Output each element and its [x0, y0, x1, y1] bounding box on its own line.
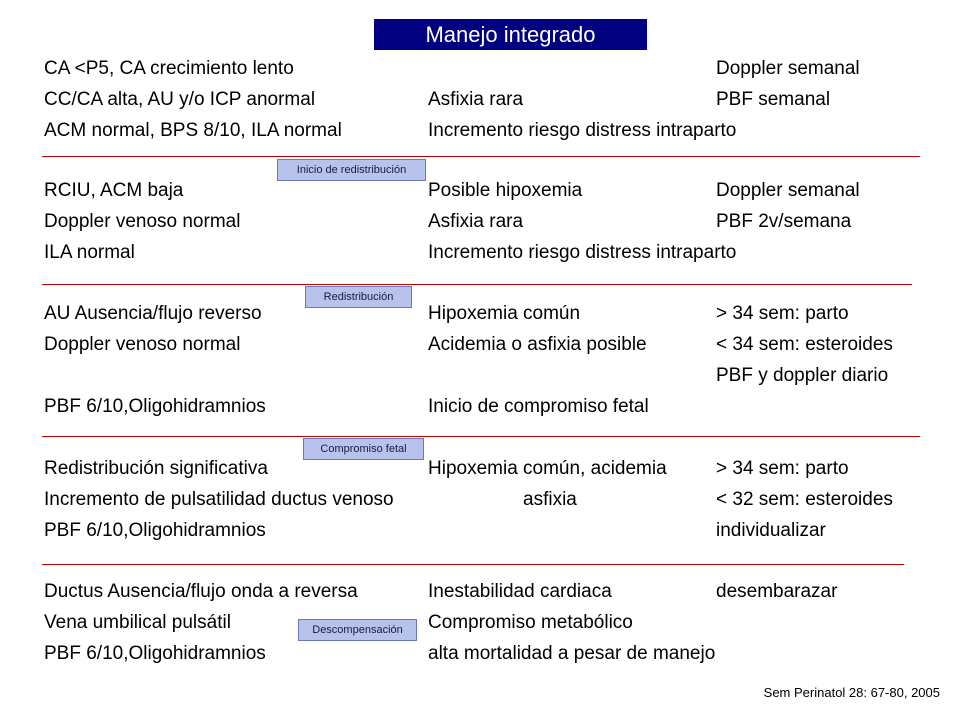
row-16-criteria: PBF 6/10,Oligohidramnios — [44, 643, 266, 664]
row-13-criteria: PBF 6/10,Oligohidramnios — [44, 520, 266, 541]
stage-label-descompensacion: Descompensación — [298, 619, 417, 641]
row-5-risk: Asfixia rara — [428, 211, 524, 232]
row-12-management: < 32 sem: esteroides — [716, 489, 893, 510]
row-7-risk: Hipoxemia común — [428, 303, 581, 324]
row-8-risk: Acidemia o asfixia posible — [428, 334, 647, 355]
row-7-management: > 34 sem: parto — [716, 303, 849, 324]
row-4-management: Doppler semanal — [716, 180, 860, 201]
row-1-management: Doppler semanal — [716, 58, 860, 79]
row-2-management: PBF semanal — [716, 89, 831, 110]
row-1-criteria: CA <P5, CA crecimiento lento — [44, 58, 294, 79]
row-12-criteria: Incremento de pulsatilidad ductus venoso — [44, 489, 394, 510]
row-6-risk: Incremento riesgo distress intraparto — [428, 242, 737, 263]
row-11-criteria: Redistribución significativa — [44, 458, 268, 479]
row-14-risk: Inestabilidad cardiaca — [428, 581, 612, 602]
section-divider — [42, 284, 912, 285]
stage-label-redistribucion: Redistribución — [305, 286, 412, 308]
section-divider — [42, 156, 920, 157]
section-divider — [42, 564, 904, 565]
row-7-criteria: AU Ausencia/flujo reverso — [44, 303, 262, 324]
row-10-risk: Inicio de compromiso fetal — [428, 396, 649, 417]
row-14-management: desembarazar — [716, 581, 838, 602]
row-2-risk: Asfixia rara — [428, 89, 524, 110]
row-5-management: PBF 2v/semana — [716, 211, 852, 232]
row-4-risk: Posible hipoxemia — [428, 180, 583, 201]
row-15-risk: Compromiso metabólico — [428, 612, 633, 633]
row-11-management: > 34 sem: parto — [716, 458, 849, 479]
row-15-criteria: Vena umbilical pulsátil — [44, 612, 231, 633]
row-3-risk: Incremento riesgo distress intraparto — [428, 120, 737, 141]
row-10-criteria: PBF 6/10,Oligohidramnios — [44, 396, 266, 417]
stage-label-compromiso-fetal: Compromiso fetal — [303, 438, 424, 460]
row-8-management: < 34 sem: esteroides — [716, 334, 893, 355]
row-11-risk: Hipoxemia común, acidemia — [428, 458, 667, 479]
section-divider — [42, 436, 920, 437]
row-4-criteria: RCIU, ACM baja — [44, 180, 184, 201]
row-14-criteria: Ductus Ausencia/flujo onda a reversa — [44, 581, 358, 602]
row-16-risk: alta mortalidad a pesar de manejo — [428, 643, 716, 664]
stage-label-inicio-redistribucion: Inicio de redistribución — [277, 159, 426, 181]
row-8-criteria: Doppler venoso normal — [44, 334, 241, 355]
row-3-criteria: ACM normal, BPS 8/10, ILA normal — [44, 120, 342, 141]
row-6-criteria: ILA normal — [44, 242, 135, 263]
row-2-criteria: CC/CA alta, AU y/o ICP anormal — [44, 89, 316, 110]
row-12-risk: asfixia — [523, 489, 577, 510]
row-5-criteria: Doppler venoso normal — [44, 211, 241, 232]
row-9-management: PBF y doppler diario — [716, 365, 889, 386]
row-13-management: individualizar — [716, 520, 826, 541]
citation: Sem Perinatol 28: 67-80, 2005 — [763, 685, 940, 700]
slide-title: Manejo integrado — [374, 19, 647, 50]
